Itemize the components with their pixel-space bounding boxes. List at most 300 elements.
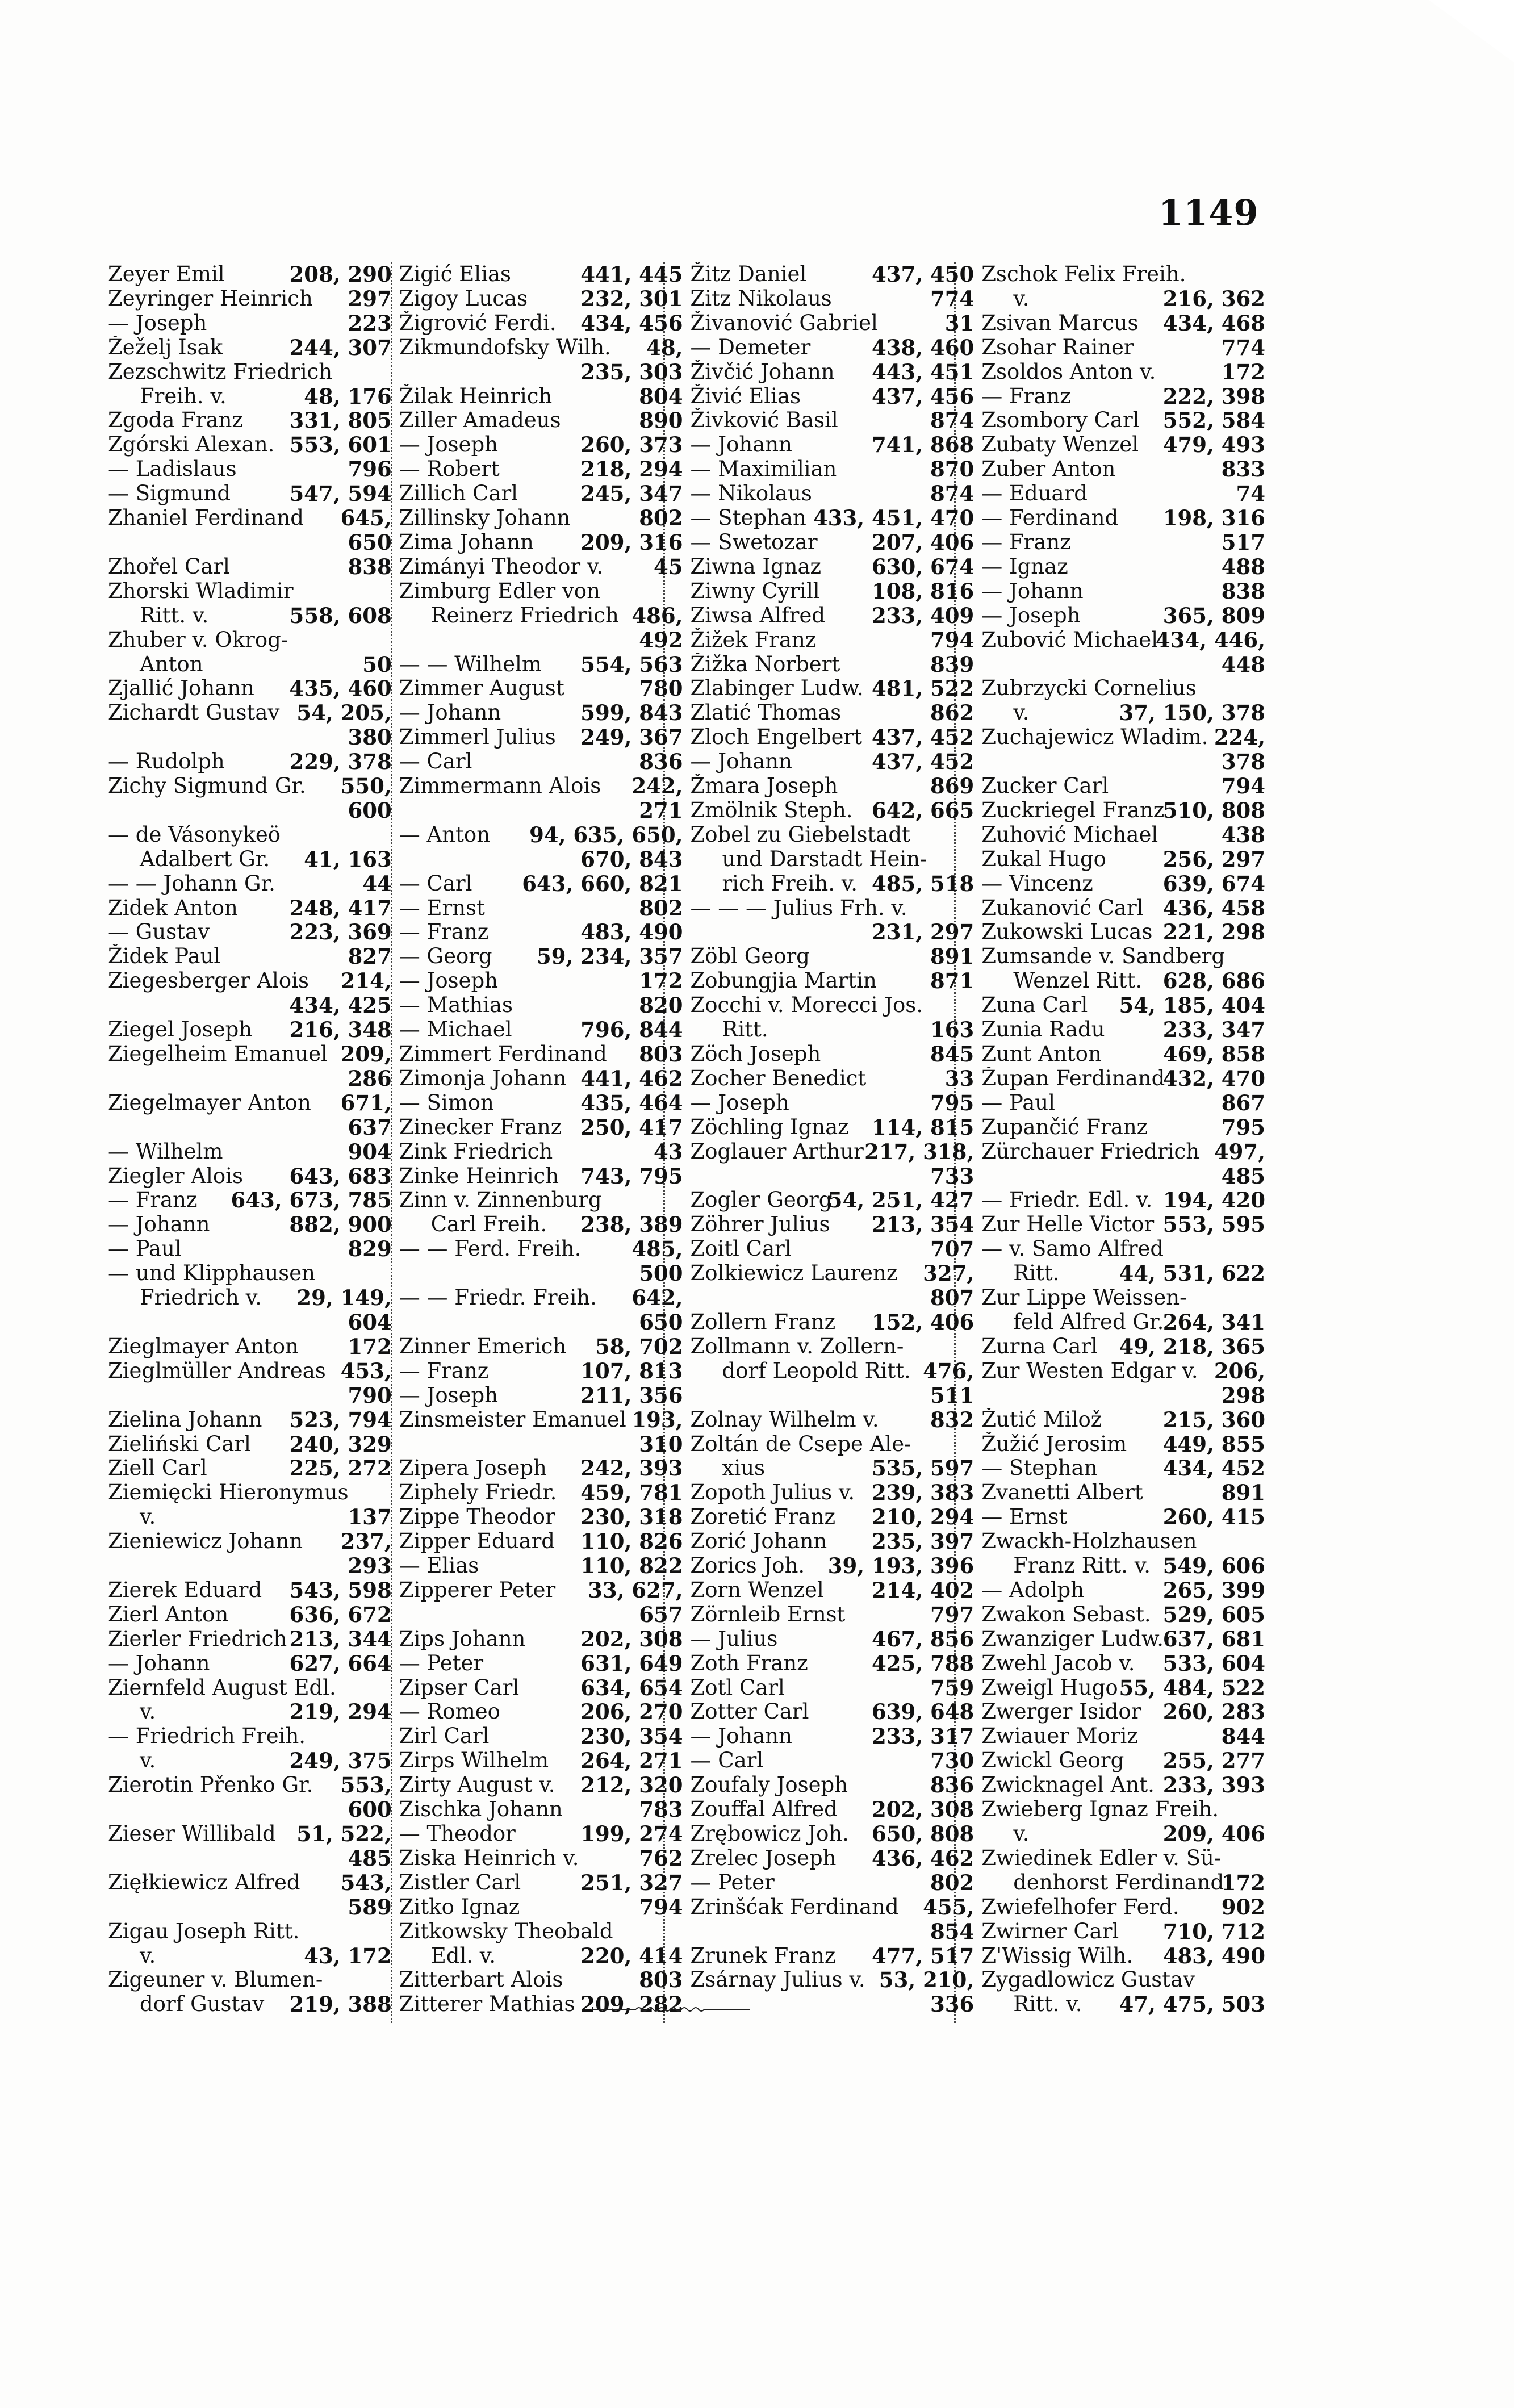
entry-name: Zukowski Lucas [981, 920, 1153, 944]
index-entry [107, 1188, 392, 1213]
page-references: 485, [631, 1237, 683, 1262]
page-references: 331, 805 [289, 408, 392, 433]
entry-name: Zsohar Rainer [981, 335, 1134, 359]
entry-name: Živanović Gabriel [690, 311, 878, 335]
page-references: 137 [348, 1505, 392, 1530]
index-entry [398, 482, 683, 506]
index-entry [398, 1797, 683, 1822]
index-entry [689, 482, 975, 506]
entry-name: Žižek Franz [690, 628, 817, 652]
index-entry [398, 1310, 683, 1335]
entry-name [399, 799, 403, 822]
index-entry [107, 1797, 392, 1822]
page-references: 51, 522, [296, 1822, 392, 1846]
entry-name: Zitterbart Alois [399, 1968, 563, 1992]
index-entry [107, 287, 392, 311]
page-references: 485 [1221, 1164, 1265, 1189]
entry-name: Zotl Carl [690, 1675, 785, 1700]
index-entry [980, 457, 1265, 482]
page-references: 214, [340, 969, 392, 994]
entry-name [108, 1067, 111, 1090]
index-entry [689, 750, 975, 774]
index-entry [980, 823, 1265, 847]
page-references: 193, [631, 1407, 683, 1432]
index-entry [107, 1359, 392, 1383]
entry-name: Zörnleib Ernst [690, 1602, 846, 1627]
entry-name: Zocchi v. Morecci Jos. [690, 993, 923, 1018]
page-references: 790 [348, 1383, 392, 1408]
entry-name: — Ladislaus [108, 457, 237, 482]
entry-name: Zitkowsky Theobald [399, 1919, 613, 1943]
page-references: 479, 493 [1162, 433, 1265, 458]
page-references: 256, 297 [1162, 847, 1265, 872]
index-entry [398, 1578, 683, 1603]
page-references: 172 [348, 1334, 392, 1359]
page-references: 437, 456 [872, 384, 975, 409]
index-entry [107, 1992, 392, 2017]
page-references: 434, 468 [1162, 311, 1265, 336]
entry-name [399, 1432, 403, 1456]
page-references: 229, 378 [289, 750, 392, 775]
index-entry [107, 676, 392, 701]
page-references: 453, [340, 1358, 392, 1383]
index-entry [107, 1140, 392, 1164]
entry-name [108, 725, 111, 749]
index-entry [398, 1432, 683, 1457]
entry-name: — Franz [108, 1188, 198, 1213]
index-entry [689, 1676, 975, 1700]
entry-name: Zierler Friedrich [108, 1627, 287, 1651]
index-entry [398, 1871, 683, 1895]
entry-name: Ziller Amadeus [399, 408, 561, 433]
page-references: 233, 347 [1162, 1018, 1265, 1042]
index-entry [107, 360, 392, 384]
page-references: 436, 458 [1162, 896, 1265, 921]
index-entry [689, 1846, 975, 1871]
index-entry [689, 1018, 975, 1042]
index-columns [107, 262, 1265, 2034]
entry-name: Zieser Willibald [108, 1822, 276, 1846]
page-references: 44 [362, 871, 392, 896]
index-entry [398, 1846, 683, 1871]
page-references: 54, 251, 427 [827, 1188, 975, 1213]
page-references: 438 [1221, 822, 1265, 847]
index-entry [689, 1213, 975, 1237]
page-references: 33 [944, 1066, 975, 1091]
index-entry [980, 287, 1265, 311]
index-entry [398, 1188, 683, 1213]
index-entry [980, 1018, 1265, 1042]
entry-name: Zhorski Wladimir [108, 579, 294, 603]
entry-name: Zur Helle Victor [981, 1213, 1155, 1237]
entry-name: Zidek Anton [108, 896, 238, 920]
index-entry [398, 1603, 683, 1627]
index-entry [107, 653, 392, 677]
entry-name: Zoufaly Joseph [690, 1773, 848, 1797]
entry-name: Zrelec Joseph [690, 1846, 837, 1870]
entry-name: Zipper Eduard [399, 1529, 555, 1554]
page-references: 210, 294 [872, 1505, 975, 1530]
entry-name: — Georg [399, 944, 492, 969]
index-entry [398, 1335, 683, 1359]
entry-name: Zuhović Michael [981, 822, 1158, 847]
index-entry [107, 1920, 392, 1944]
entry-name: Adalbert Gr. [140, 847, 270, 871]
page-references: 298 [1221, 1383, 1265, 1408]
index-entry [398, 969, 683, 993]
page-references: 244, 307 [289, 335, 392, 360]
index-entry [980, 993, 1265, 1018]
entry-name: Zur Westen Edgar v. [981, 1358, 1198, 1383]
index-entry [398, 1773, 683, 1797]
entry-name: Edl. v. [430, 1943, 496, 1968]
entry-name: — Joseph [399, 969, 499, 993]
page-references: 862 [930, 701, 975, 726]
index-entry [689, 920, 975, 944]
index-entry [398, 993, 683, 1018]
entry-name: Ziwsa Alfred [690, 603, 826, 628]
page-references: 260, 373 [580, 433, 683, 458]
entry-name: Zezschwitz Friedrich [108, 359, 333, 384]
index-entry [107, 336, 392, 360]
page-references: 535, 597 [872, 1456, 975, 1481]
entry-name: Ziwna Ignaz [690, 554, 822, 579]
entry-name: Zitterer Mathias [399, 1992, 575, 2017]
entry-name: Zinn v. Zinnenburg [399, 1188, 602, 1213]
page-references: 794 [639, 1895, 683, 1920]
index-entry [980, 1237, 1265, 1261]
index-entry [689, 1237, 975, 1261]
entry-name: — Demeter [690, 335, 811, 359]
entry-name: — Johann [108, 1213, 210, 1237]
index-entry [689, 360, 975, 384]
page-references: 235, 303 [580, 359, 683, 384]
entry-name: Zmölnik Steph. [690, 798, 853, 822]
index-entry [107, 1627, 392, 1652]
entry-name: Zürchauer Friedrich [981, 1139, 1200, 1164]
entry-name: Zwirner Carl [981, 1919, 1119, 1943]
index-entry [689, 604, 975, 628]
index-entry [689, 1261, 975, 1286]
entry-name: Freih. v. [140, 384, 227, 408]
index-entry [980, 530, 1265, 555]
entry-name: Zillinsky Johann [399, 506, 571, 530]
entry-name [981, 653, 985, 676]
page-references: 223 [348, 311, 392, 336]
index-entry [980, 896, 1265, 921]
index-entry [689, 725, 975, 750]
index-entry [980, 944, 1265, 969]
entry-name: — — — Julius Frh. v. [690, 896, 907, 920]
index-entry [107, 1554, 392, 1578]
index-entry [398, 1164, 683, 1189]
entry-name: Ritt. v. [1013, 1992, 1082, 2017]
page-references: 437, 452 [872, 750, 975, 775]
page-references: 59, 234, 357 [537, 944, 683, 969]
index-entry [398, 1627, 683, 1652]
entry-name [691, 1920, 694, 1943]
page-references: 434, 425 [289, 993, 392, 1018]
entry-name: Ritt. v. [140, 603, 209, 628]
index-entry [689, 799, 975, 823]
page-references: 871 [930, 969, 975, 994]
page-references: 477, 517 [872, 1943, 975, 1968]
entry-name: Zubrzycki Cornelius [981, 676, 1197, 701]
entry-name: Zuchajewicz Wladim. [981, 725, 1208, 750]
entry-name: Zwieberg Ignaz Freih. [981, 1797, 1219, 1822]
index-entry [398, 1724, 683, 1749]
page-references: 671, [340, 1090, 392, 1115]
page-references: 643, 683 [289, 1164, 392, 1189]
entry-name: Židek Paul [108, 944, 221, 969]
index-column-2 [398, 262, 683, 2034]
index-entry [398, 530, 683, 555]
page-references: 762 [639, 1846, 683, 1871]
index-entry [980, 847, 1265, 872]
entry-name: rich Freih. v. [722, 871, 858, 896]
entry-name: — Theodor [399, 1822, 516, 1846]
page-references: 743, 795 [580, 1164, 683, 1189]
index-entry [398, 311, 683, 336]
index-entry [689, 1042, 975, 1067]
page-references: 807 [930, 1286, 975, 1310]
page-references: 437, 450 [872, 262, 975, 287]
page-references: 50 [362, 652, 392, 677]
entry-name [981, 750, 985, 774]
page-references: 255, 277 [1162, 1749, 1265, 1774]
index-entry [980, 1578, 1265, 1603]
entry-name: Zirps Wilhelm [399, 1749, 549, 1773]
entry-name: Živčić Johann [690, 359, 835, 384]
page-references: 511 [930, 1383, 975, 1408]
page-references: 836 [639, 750, 683, 775]
page-references: 448 [1221, 652, 1265, 677]
page-references: 553, 595 [1162, 1213, 1265, 1238]
entry-name: Zygadlowicz Gustav [981, 1968, 1195, 1992]
entry-name: — Peter [399, 1651, 484, 1675]
index-entry [107, 701, 392, 725]
index-entry [980, 1529, 1265, 1554]
entry-name: Zöbl Georg [690, 944, 810, 969]
index-entry [398, 1091, 683, 1115]
page-references: 264, 271 [580, 1749, 683, 1774]
index-entry [398, 604, 683, 628]
entry-name: — Gustav [108, 920, 210, 944]
index-entry [398, 1968, 683, 1992]
index-entry [980, 1213, 1265, 1237]
page-references: 433, 451, 470 [813, 506, 975, 530]
page-references: 486, [631, 603, 683, 628]
index-entry [689, 262, 975, 287]
index-entry [107, 1310, 392, 1335]
index-entry [398, 457, 683, 482]
index-entry [107, 1335, 392, 1359]
entry-name: Zirl Carl [399, 1724, 490, 1749]
entry-name: Zollmann v. Zollern- [690, 1334, 904, 1358]
entry-name: — Johann [399, 701, 501, 725]
entry-name: Zięłkiewicz Alfred [108, 1870, 300, 1895]
entry-name: Zeyer Emil [108, 262, 225, 286]
index-entry [398, 1359, 683, 1383]
entry-name: Zupančić Franz [981, 1115, 1148, 1139]
entry-name: v. [140, 1749, 156, 1773]
page-references: 54, 205, [296, 701, 392, 726]
entry-name: Zimburg Edler von [399, 579, 600, 603]
index-entry [689, 1481, 975, 1505]
page-references: 233, 393 [1162, 1773, 1265, 1798]
index-entry [398, 408, 683, 433]
entry-name: v. [1013, 701, 1030, 725]
page-references: 380 [348, 725, 392, 750]
page-references: 208, 290 [289, 262, 392, 287]
entry-name: Zitz Nikolaus [690, 286, 832, 311]
index-entry [398, 1481, 683, 1505]
entry-name: Zobungjia Martin [690, 969, 877, 993]
index-entry [107, 1432, 392, 1457]
page-references: 74 [1236, 482, 1265, 507]
index-entry [107, 774, 392, 799]
entry-name: — — Wilhelm [399, 652, 542, 676]
page-references: 543, 598 [289, 1578, 392, 1603]
index-entry [980, 1700, 1265, 1724]
page-references: 882, 900 [289, 1213, 392, 1238]
index-entry [107, 920, 392, 944]
index-entry [689, 1797, 975, 1822]
page-references: 759 [930, 1675, 975, 1700]
entry-name: Zollern Franz [690, 1310, 836, 1334]
entry-name: Zischka Johann [399, 1797, 563, 1822]
index-entry [980, 1359, 1265, 1383]
entry-name: Zoglauer Arthur [690, 1139, 864, 1164]
entry-name: Ziphely Friedr. [399, 1481, 557, 1505]
index-entry [107, 1529, 392, 1554]
entry-name: Zoth Franz [690, 1651, 808, 1675]
index-entry [689, 628, 975, 653]
index-entry [398, 1652, 683, 1676]
entry-name: v. [140, 1505, 156, 1529]
entry-name: Zieglmüller Andreas [108, 1358, 326, 1383]
page-references: 707 [930, 1237, 975, 1262]
page-references: 589 [348, 1895, 392, 1920]
index-entry [980, 1432, 1265, 1457]
index-entry [980, 1773, 1265, 1797]
page-references: 232, 301 [580, 286, 683, 311]
index-entry [689, 1188, 975, 1213]
entry-name: Z'Wissig Wilh. [981, 1943, 1134, 1968]
entry-name: Žižka Norbert [690, 652, 840, 676]
entry-name: v. [1013, 286, 1030, 311]
page-references: 794 [1221, 774, 1265, 799]
page-references: 152, 406 [872, 1310, 975, 1335]
index-entry [980, 433, 1265, 457]
page-references: 558, 608 [289, 603, 392, 628]
page-references: 206, 270 [580, 1700, 683, 1725]
index-entry [398, 1286, 683, 1310]
page-references: 902 [1221, 1895, 1265, 1920]
entry-name: Zukal Hugo [981, 847, 1106, 871]
entry-name: Zunia Radu [981, 1018, 1105, 1042]
entry-name: Zrębowicz Joh. [690, 1822, 849, 1846]
entry-name: Anton [140, 652, 203, 676]
index-entry [107, 823, 392, 847]
index-entry [107, 993, 392, 1018]
index-entry [980, 1188, 1265, 1213]
entry-name: Zumsande v. Sandberg [981, 944, 1226, 969]
entry-name: — Johann [690, 1724, 792, 1749]
page-corner [1429, 0, 1514, 62]
index-entry [107, 457, 392, 482]
entry-name [691, 1164, 694, 1188]
page-references: 455, [923, 1895, 975, 1920]
page-references: 233, 317 [872, 1724, 975, 1749]
index-entry [107, 1115, 392, 1140]
index-entry [398, 1408, 683, 1432]
page-references: 780 [639, 676, 683, 701]
page-references: 58, 702 [595, 1334, 683, 1359]
entry-name: Zikmundofsky Wilh. [399, 335, 611, 359]
entry-name: Zwicknagel Ant. [981, 1773, 1155, 1797]
index-entry [398, 628, 683, 653]
page-references: 645, [340, 506, 392, 530]
index-entry [398, 1115, 683, 1140]
page-references: 839 [930, 652, 975, 677]
index-entry [398, 506, 683, 530]
index-entry [107, 1505, 392, 1529]
page-references: 804 [639, 384, 683, 409]
index-entry [107, 1652, 392, 1676]
page-references: 488 [1221, 554, 1265, 579]
index-entry [689, 653, 975, 677]
index-entry [980, 1456, 1265, 1481]
page-references: 802 [639, 506, 683, 530]
index-entry [980, 1822, 1265, 1846]
index-entry [980, 1944, 1265, 1968]
index-entry [107, 750, 392, 774]
index-entry [398, 725, 683, 750]
index-entry [107, 872, 392, 896]
entry-name: — Robert [399, 457, 500, 482]
entry-name: — Franz [399, 920, 489, 944]
index-entry [107, 1822, 392, 1846]
entry-name: — Friedrich Freih. [108, 1724, 306, 1749]
index-entry [980, 628, 1265, 653]
index-entry [107, 1944, 392, 1968]
page-references: 599, 843 [580, 701, 683, 726]
entry-name: Zöchling Ignaz [690, 1115, 849, 1139]
page-references: 172 [1221, 359, 1265, 384]
entry-name: Zwickl Georg [981, 1749, 1124, 1773]
page-references: 378 [1221, 750, 1265, 775]
index-entry [107, 482, 392, 506]
page-references: 485, 518 [872, 871, 975, 896]
entry-name: dorf Gustav [140, 1992, 265, 2017]
entry-name: Zhaniel Ferdinand [108, 506, 304, 530]
index-entry [980, 1846, 1265, 1871]
index-entry [980, 1871, 1265, 1895]
page-references: 235, 397 [872, 1529, 975, 1554]
page-references: 293 [348, 1554, 392, 1578]
page-references: 37, 150, 378 [1119, 701, 1265, 726]
page-references: 230, 318 [580, 1505, 683, 1530]
index-entry [107, 433, 392, 457]
entry-name: — Anton [399, 822, 491, 847]
page-references: 215, 360 [1162, 1407, 1265, 1432]
index-entry [689, 676, 975, 701]
page-references: 43 [654, 1139, 683, 1164]
page-references: 251, 327 [580, 1870, 683, 1895]
index-entry [689, 1310, 975, 1335]
page-references: 639, 674 [1162, 871, 1265, 896]
